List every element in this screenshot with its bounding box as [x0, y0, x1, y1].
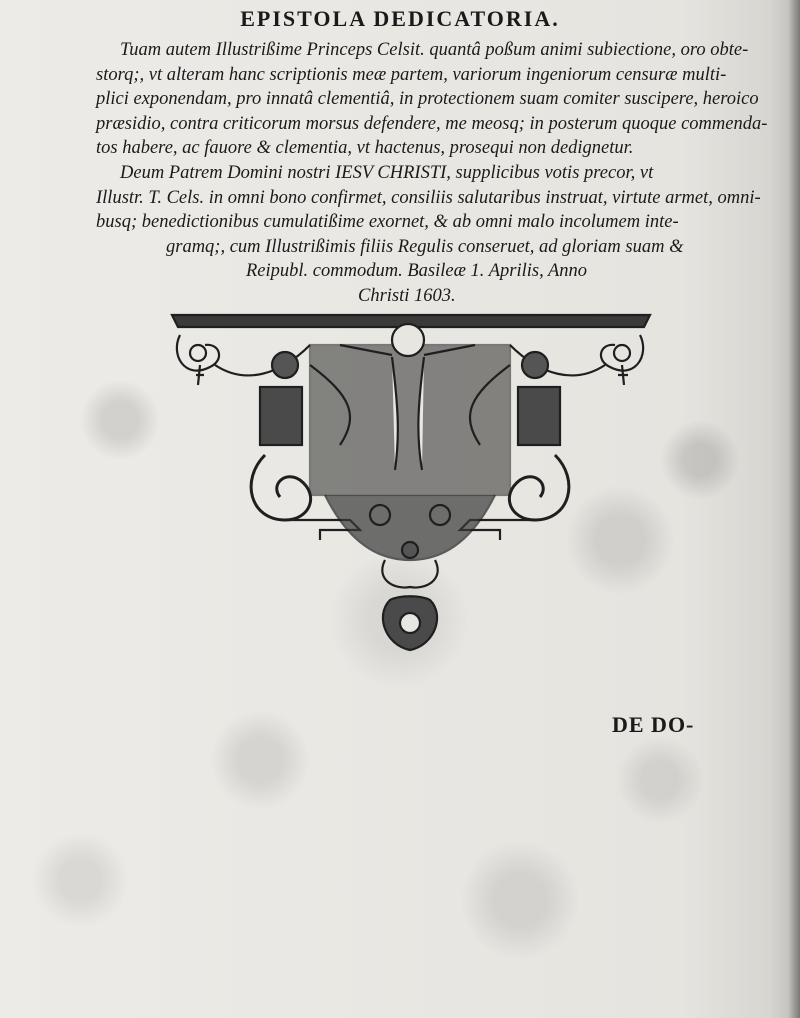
text-line: Deum Patrem Domini nostri IESV CHRISTI, supplicibus votis precor, vt [120, 162, 654, 183]
running-header: EPISTOLA DEDICATORIA. [240, 6, 560, 31]
dedication-text [96, 38, 768, 309]
page-gutter-shadow [788, 0, 800, 1018]
text-line: plici exponendam, pro innatâ clementiâ, in protectionem suam comiter suscipere, heroico [96, 89, 759, 110]
cherub-tailpiece-ornament-icon [160, 305, 660, 660]
text-line: Christi 1603. [358, 285, 456, 306]
catchword: DE DO- [612, 712, 695, 737]
text-line: tos habere, ac fauore & clementia, vt hactenus, prosequi non dedignetur. [96, 138, 634, 159]
text-line: gramq;, cum Illustrißimis filiis Regulis conseruet, ad gloriam suam & [166, 236, 684, 257]
text-line: Illustr. T. Cels. in omni bono confirmet, consiliis salutaribus instruat, virtute armet, omni- [96, 187, 761, 208]
text-line: præsidio, contra criticorum morsus defendere, me meosq; in posterum quoque commenda- [96, 113, 768, 134]
text-line: Reipubl. commodum. Basileæ 1. Aprilis, Anno [246, 261, 588, 282]
text-line: Tuam autem Illustrißime Princeps Celsit. quantâ poßum animi subiectione, oro obte- [120, 40, 749, 60]
text-line: storq;, vt alteram hanc scriptionis meæ partem, variorum ingeniorum censuræ multi- [96, 64, 727, 85]
text-line: busq; benedictionibus cumulatißime exornet, & ab omni malo incolumem inte- [96, 212, 679, 233]
